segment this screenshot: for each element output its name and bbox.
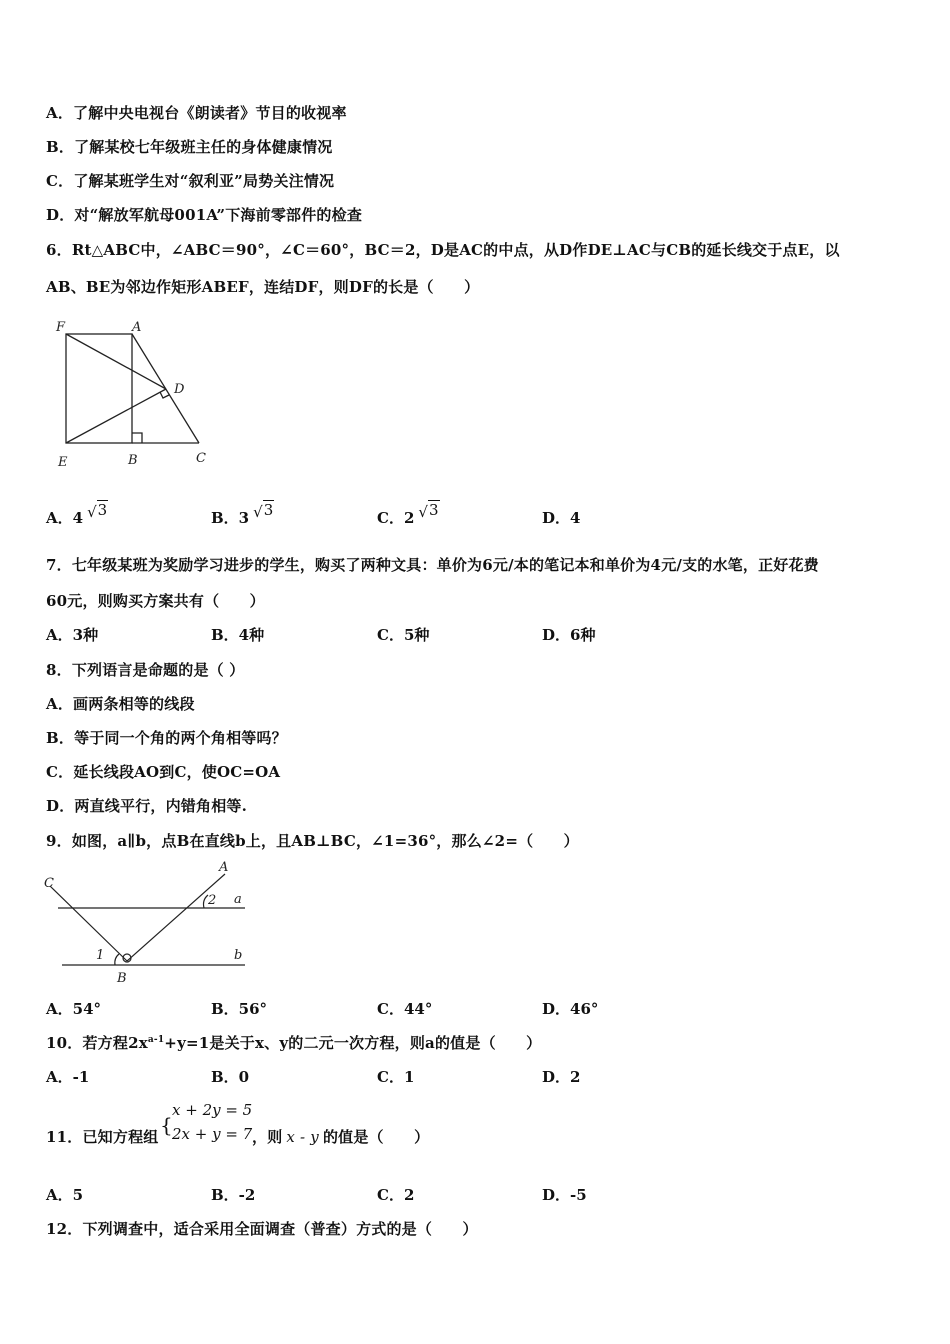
q7-options — [46, 624, 906, 646]
q10-option-b: B．0 — [211, 1068, 250, 1086]
q9-label-line-b: b — [234, 948, 243, 963]
q6-segment-ed — [66, 389, 166, 443]
q9-label-angle-1: 1 — [96, 948, 105, 963]
q8-stem: 8．下列语言是命题的是（ ） — [46, 661, 245, 679]
q9-label-line-a: a — [234, 892, 242, 907]
q11-brace: { — [160, 1113, 173, 1137]
q9-segment-ba — [127, 874, 225, 961]
q11-expression: x - y — [286, 1128, 319, 1146]
q9-segment-bc — [50, 886, 127, 961]
q6-option-d: D．4 — [542, 509, 581, 527]
q6-option-a: A．4 √3 — [46, 501, 108, 527]
q11-option-a: A．5 — [46, 1186, 84, 1204]
q6-label-a: A — [132, 320, 142, 335]
q6-options — [46, 501, 906, 529]
q5-option-c: C．了解某班学生对“叙利亚”局势关注情况 — [46, 172, 335, 190]
q11-stem-rest: ，则 x - y 的值是（ ） — [252, 1128, 430, 1146]
q11-equation-system — [162, 1098, 252, 1146]
q6-option-b: B．3 √3 — [211, 501, 274, 527]
q9-option-c: C．44° — [377, 1000, 433, 1018]
q7-option-c: C．5种 — [377, 626, 430, 644]
q9-label-angle-2: 2 — [208, 893, 217, 908]
q7-option-d: D．6种 — [542, 626, 596, 644]
q8-option-b: B．等于同一个角的两个角相等吗？ — [46, 729, 287, 747]
q7-option-b: B．4种 — [211, 626, 265, 644]
q6-label-d: D — [174, 382, 185, 397]
q11-option-d: D．-5 — [542, 1186, 587, 1204]
q6-label-f: F — [56, 320, 66, 335]
q6-rectangle-abef — [66, 334, 132, 443]
q6-stem-line2: AB、BE为邻边作矩形ABEF，连结DF，则DF的长是（ ） — [46, 278, 480, 296]
q10-option-c: C．1 — [377, 1068, 415, 1086]
q9-figure — [40, 858, 255, 986]
q11-option-b: B．-2 — [211, 1186, 256, 1204]
q9-label-b: B — [117, 971, 127, 986]
q10-options — [46, 1066, 906, 1088]
q12-stem: 12．下列调查中，适合采用全面调查（普查）方式的是（ ） — [46, 1220, 478, 1238]
q10-option-a: A．-1 — [46, 1068, 90, 1086]
q11-equation-2: 2x + y = 7 — [172, 1125, 253, 1143]
q6-label-b: B — [128, 453, 138, 468]
q9-stem: 9．如图，a∥b，点B在直线b上，且AB⊥BC，∠1=36°，那么∠2=（ ） — [46, 832, 579, 850]
q9-option-b: B．56° — [211, 1000, 268, 1018]
q6-label-e: E — [58, 455, 68, 470]
q11-options — [46, 1184, 906, 1206]
q6-stem-line1: 6．Rt△ABC中，∠ABC＝90°，∠C＝60°，BC＝2，D是AC的中点，从D作DE⊥AC与CB的延长线交于点E，以 — [46, 241, 840, 259]
q6-segment-fd — [66, 334, 166, 389]
q8-option-c: C．延长线段AO到C，使OC=OA — [46, 763, 281, 781]
q9-options — [46, 998, 906, 1020]
q6-label-c: C — [196, 451, 206, 466]
q8-option-d: D．两直线平行，内错角相等. — [46, 797, 248, 815]
q11-option-c: C．2 — [377, 1186, 415, 1204]
q7-stem-line2: 60元，则购买方案共有（ ） — [46, 592, 265, 610]
q11-equation-1: x + 2y = 5 — [172, 1101, 253, 1119]
q5-option-d: D．对“解放军航母001A”下海前零部件的检查 — [46, 206, 363, 224]
q9-label-c: C — [44, 876, 54, 891]
q9-option-d: D．46° — [542, 1000, 599, 1018]
q6-right-angle-b — [132, 433, 142, 443]
q9-label-a-point: A — [219, 860, 229, 875]
q7-stem-line1: 7．七年级某班为奖励学习进步的学生，购买了两种文具：单价为6元/本的笔记本和单价为4元/支的水笔，正好花费 — [46, 556, 819, 574]
q8-option-a: A．画两条相等的线段 — [46, 695, 195, 713]
q5-option-b: B．了解某校七年级班主任的身体健康情况 — [46, 138, 333, 156]
q10-stem: 10．若方程$2x^{a-1}+y=1$是关于x、y的二元一次方程，则a的值是（ ） — [46, 1034, 542, 1052]
q5-option-a: A．了解中央电视台《朗读者》节目的收视率 — [46, 104, 347, 122]
q9-option-a: A．54° — [46, 1000, 102, 1018]
q7-option-a: A．3种 — [46, 626, 99, 644]
q6-option-c: C．2 √3 — [377, 501, 439, 527]
q11-stem-prefix: 11．已知方程组 — [46, 1128, 159, 1146]
q6-figure — [50, 318, 220, 473]
q10-option-d: D．2 — [542, 1068, 581, 1086]
q10-exponent: a-1 — [147, 1035, 165, 1045]
q9-angle-1-arc — [115, 954, 119, 965]
